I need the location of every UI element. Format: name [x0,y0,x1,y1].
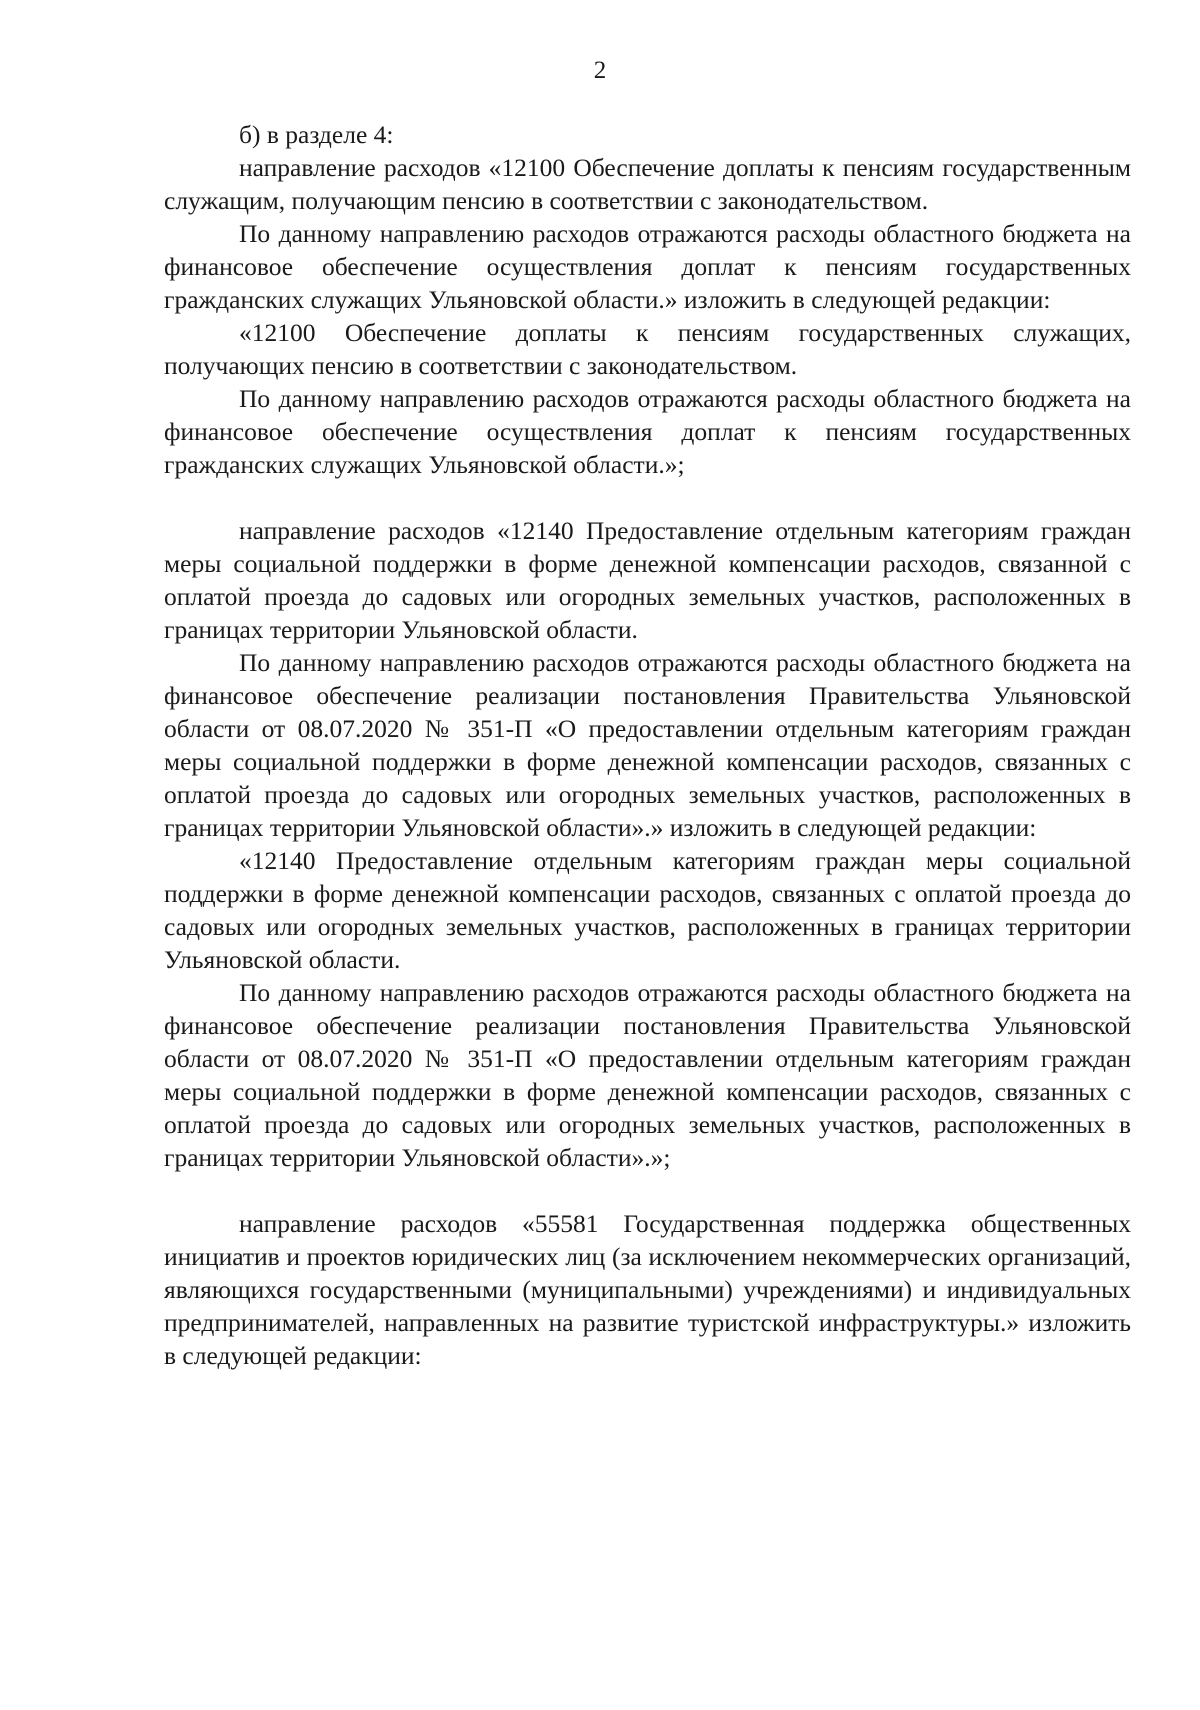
paragraph-12140-new-title: «12140 Предоставление отдельным категориям граждан меры социальной поддержки в форме денежной компенсации расходов, связанных с оплатой проезда до садовых или огородных земельных участков, расположенных в границах территории Ульяновской области. [164,846,1131,974]
document-body [164,118,1131,1372]
paragraph-55581-old-title: направление расходов «55581 Государственная поддержка общественных инициатив и проектов юридических лиц (за исключением некоммерческих организаций, являющихся государственными (муниципальными) учреждениями) и индивидуальных предпринимателей, направленных на развитие туристской инфраструктуры.» изложить в следующей редакции: [164,1209,1131,1370]
paragraph-12140-old-description: По данному направлению расходов отражаются расходы областного бюджета на финансовое обеспечение реализации постановления Правительства Ульяновской области от 08.07.2020 № 351-П «О предоставлении отдельным категориям граждан меры социальной поддержки в форме денежной компенсации расходов, связанных с оплатой проезда до садовых или огородных земельных участков, расположенных в границах территории Ульяновской области».» изложить в следующей редакции: [164,648,1131,842]
paragraph-12100-old-description: По данному направлению расходов отражаются расходы областного бюджета на финансовое обеспечение осуществления доплат к пенсиям государственных гражданских служащих Ульяновской области.» изложить в следующей редакции: [164,219,1131,314]
paragraph-12100-new-title: «12100 Обеспечение доплаты к пенсиям государственных служащих, получающих пенсию в соответствии с законодательством. [164,318,1131,380]
paragraph-12100-new-description: По данному направлению расходов отражаются расходы областного бюджета на финансовое обеспечение осуществления доплат к пенсиям государственных гражданских служащих Ульяновской области.»; [164,384,1131,479]
paragraph-section-heading: б) в разделе 4: [239,120,394,149]
paragraph-12140-old-title: направление расходов «12140 Предоставление отдельным категориям граждан меры социальной поддержки в форме денежной компенсации расходов, связанной с оплатой проезда до садовых или огородных земельных участков, расположенных в границах территории Ульяновской области. [164,516,1131,644]
page-number: 2 [593,57,607,84]
paragraph-12100-old-title: направление расходов «12100 Обеспечение доплаты к пенсиям государственным служащим, получающим пенсию в соответствии с законодательством. [164,153,1131,215]
paragraph-12140-new-description: По данному направлению расходов отражаются расходы областного бюджета на финансовое обеспечение реализации постановления Правительства Ульяновской области от 08.07.2020 № 351-П «О предоставлении отдельным категориям граждан меры социальной поддержки в форме денежной компенсации расходов, связанных с оплатой проезда до садовых или огородных земельных участков, расположенных в границах территории Ульяновской области».»; [164,978,1131,1172]
